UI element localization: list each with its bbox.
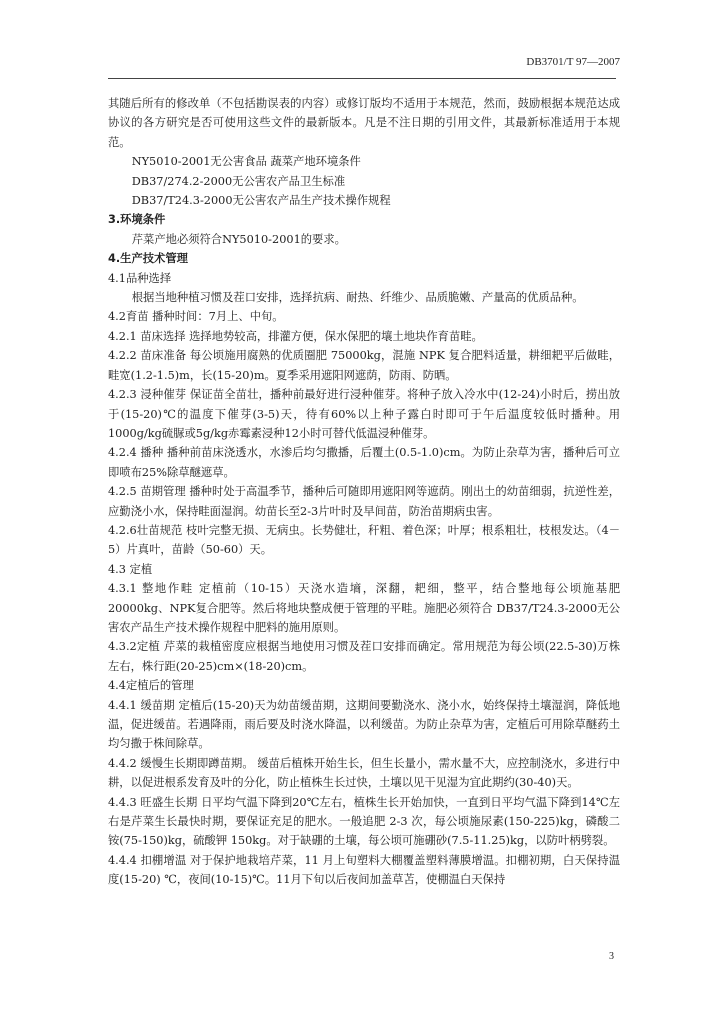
paragraph: 4.2.3 浸种催芽 保证苗全苗壮，播种前最好进行浸种催芽。将种子放入冷水中(12-24)小时后，捞出放于(15-20)℃的温度下催芽(3-5)天，待有60%以上种子露白时即可于午后温度较低时播种。用1000g/kg硫脲或5g/kg赤霉素浸种12小时可替代低温浸种催芽。 (108, 388, 620, 440)
paragraph: DB37/T24.3-2000无公害农产品生产技术操作规程 (131, 194, 391, 208)
paragraph: 4.4.1 缓苗期 定植后(15-20)天为幼苗缓苗期，这期间要勤浇水、浇小水，始终保持土壤湿润，降低地温，促进缓苗。若遇降雨，雨后要及时浇水降温，以利缓苗。为防止杂草为害，定植后可用除草醚药土均匀撒于株间除草。 (108, 698, 620, 751)
paragraph: 4.3.1 整地作畦 定植前（10-15）天浇水造墒，深翻，耙细，整平，结合整地每公顷施基肥 20000kg、NPK复合肥等。然后将地块整成便于管理的平畦。施肥必须符合 DB37/T24.3-2000无公害农产品生产技术操作规程中肥料的施用原则。 (108, 582, 620, 634)
paragraph: 4.2.2 苗床准备 每公顷施用腐熟的优质圈肥 75000kg，混施 NPK 复合肥料适量，耕细耙平后做畦，畦宽(1.2-1.5)m，长(15-20)m。夏季采用遮阳网遮荫，防雨、防晒。 (108, 349, 620, 382)
document-body (108, 94, 620, 890)
paragraph: NY5010-2001无公害食品 蔬菜产地环境条件 (131, 155, 361, 169)
paragraph: 4.4.4 扣棚增温 对于保护地栽培芹菜，11 月上旬塑料大棚覆盖塑料薄膜增温。扣棚初期，白天保持温度(15-20) ℃，夜间(10-15)℃。11月下旬以后夜间加盖草苫，使棚温白天保持 (108, 853, 620, 887)
paragraph: 4.2.6壮苗规范 枝叶完整无损、无病虫。长势健壮，秆粗、着色深；叶厚；根系粗壮，枝根发达。（4－5）片真叶，苗龄（50-60）天。 (108, 523, 620, 557)
paragraph: 4.3.2定植 芹菜的栽植密度应根据当地使用习惯及茬口安排而确定。常用规范为每公顷(22.5-30)万株左右，株行距(20-25)cm×(18-20)cm。 (108, 640, 620, 673)
section-heading: 3.环境条件 (108, 213, 166, 227)
paragraph: 4.2育苗 播种时间：7月上、中旬。 (108, 310, 284, 324)
page-number: 3 (609, 951, 614, 962)
document-code: DB3701/T 97—2007 (526, 56, 620, 68)
paragraph: 4.4.3 旺盛生长期 日平均气温下降到20℃左右，植株生长开始加快，一直到日平均气温下降到14℃左右是芹菜生长最快时期，要保证充足的肥水。一般追肥 2-3 次，每公顷施尿素(150-225)kg，磷酸二铵(75-150)kg，硫酸钾 150kg。对于缺硼的土壤，每公顷可施硼砂(7.5-11.25)kg，以防叶柄劈裂。 (108, 795, 620, 848)
section-heading: 4.生产技术管理 (108, 252, 188, 266)
paragraph: 4.2.5 苗期管理 播种时处于高温季节，播种后可随即用遮阳网等遮荫。刚出土的幼苗细弱，抗逆性差，应勤浇小水，保持畦面湿润。幼苗长至2-3片叶时及早间苗，防治苗期病虫害。 (108, 485, 620, 518)
paragraph: 芹菜产地必须符合NY5010-2001的要求。 (131, 232, 346, 246)
paragraph: DB37/274.2-2000无公害农产品卫生标准 (131, 174, 346, 188)
paragraph: 4.4定植后的管理 (108, 679, 194, 693)
paragraph: 其随后所有的修改单（不包括勘误表的内容）或修订版均不适用于本规范，然而，鼓励根据本规范达成协议的各方研究是否可使用这些文件的最新版本。凡是不注日期的引用文件，其最新标准适用于本规范。 (108, 97, 620, 149)
paragraph: 4.1品种选择 (108, 271, 172, 285)
header-rule (108, 78, 616, 79)
paragraph: 4.2.4 播种 播种前苗床浇透水，水渗后均匀撒播，后覆土(0.5-1.0)cm。为防止杂草为害，播种后可立即喷布25%除草醚遮草。 (108, 446, 620, 479)
paragraph: 4.3 定植 (108, 562, 153, 576)
paragraph: 根据当地种植习惯及茬口安排，选择抗病、耐热、纤维少、品质脆嫩、产量高的优质品种。 (131, 291, 584, 305)
paragraph: 4.2.1 苗床选择 选择地势较高，排灌方便，保水保肥的壤土地块作育苗畦。 (108, 329, 483, 343)
paragraph: 4.4.2 缓慢生长期即蹲苗期。 缓苗后植株开始生长，但生长量小，需水量不大，应控制浇水，多进行中耕，以促进根系发育及叶的分化，防止植株生长过快，土壤以见干见湿为宜此期约(30-40)天。 (108, 756, 620, 790)
